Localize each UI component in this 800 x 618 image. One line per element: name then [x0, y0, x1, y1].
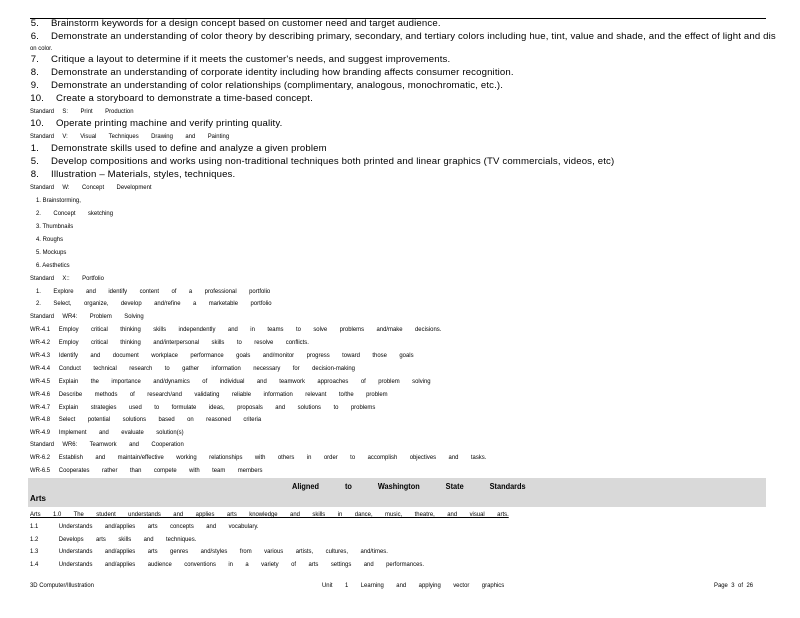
- list-item: 4. Roughs: [36, 236, 64, 243]
- list-item: 8. Demonstrate an understanding of corporate identity including how branding affects consumer recognition.: [30, 67, 514, 78]
- list-item: 10. Create a storyboard to demonstrate a time-based concept.: [30, 93, 313, 104]
- list-item: 6. Demonstrate an understanding of color theory by describing primary, secondary, and tertiary colors including hue, tint, value and shade, and the effect of light and dis: [30, 31, 776, 42]
- table-row: WR-6.2 Establish and maintain/effective working relationships with others in order to accomplish objectives and tasks.: [30, 454, 487, 461]
- list-item: 2. Select, organize, develop and/refine a marketable portfolio: [36, 300, 272, 307]
- list-item: 5. Mockups: [36, 249, 67, 256]
- footer-center: Unit 1 Learning and applying vector graphics: [322, 582, 505, 589]
- standard-heading: Standard S: Print Production: [30, 108, 134, 115]
- arts-standard-line: Arts 1.0 The student understands and applies arts knowledge and skills in dance, music, theatre, and visual arts.: [30, 511, 509, 518]
- list-item: 1. Demonstrate skills used to define and analyze a given problem: [30, 143, 327, 154]
- list-item: 5. Develop compositions and works using non-traditional techniques both printed and linear graphics (TV commercials, videos, etc): [30, 156, 615, 167]
- banner-section-label: Arts: [30, 494, 47, 503]
- standard-heading: Standard X:: Portfolio: [30, 275, 104, 282]
- table-row: WR-4.1 Employ critical thinking skills independently and in teams to solve problems and/make decisions.: [30, 326, 442, 333]
- list-item: 5. Brainstorm keywords for a design concept based on customer need and target audience.: [30, 18, 441, 29]
- footer-page-number: Page 3 of 26: [714, 582, 754, 589]
- standard-heading: Standard W: Concept Development: [30, 184, 152, 191]
- list-item: 2. Concept sketching: [36, 210, 114, 217]
- list-item-continuation: on color.: [30, 45, 53, 52]
- table-row: WR-6.5 Cooperates rather than compete with team members: [30, 467, 263, 474]
- list-item: 6. Aesthetics: [36, 262, 70, 269]
- table-row: WR-4.8 Select potential solutions based on reasoned criteria: [30, 416, 262, 423]
- list-item: 3. Thumbnails: [36, 223, 74, 230]
- table-row: WR-4.9 Implement and evaluate solution(s): [30, 429, 184, 436]
- table-row: 1.4 Understands and/applies audience conventions in a variety of arts settings and performances.: [30, 561, 425, 568]
- standard-heading: Standard V: Visual Techniques Drawing and Painting: [30, 133, 230, 140]
- table-row: WR-4.6 Describe methods of research/and validating reliable information relevant to/the problem: [30, 391, 388, 398]
- list-item: 7. Critique a layout to determine if it meets the customer's needs, and suggest improvements.: [30, 54, 451, 65]
- table-row: 1.2 Develops arts skills and techniques.: [30, 536, 197, 543]
- table-row: WR-4.2 Employ critical thinking and/interpersonal skills to resolve conflicts.: [30, 339, 309, 346]
- list-item: 1. Explore and identify content of a professional portfolio: [36, 288, 271, 295]
- table-row: WR-4.3 Identify and document workplace performance goals and/monitor progress toward those goals: [30, 352, 414, 359]
- footer-left: 3D Computer/Illustration: [30, 582, 94, 589]
- list-item: 1. Brainstorming,: [36, 197, 81, 204]
- standard-heading: Standard WR4: Problem Solving: [30, 313, 144, 320]
- table-row: 1.3 Understands and/applies arts genres and/styles from various artists, cultures, and/times.: [30, 548, 388, 555]
- list-item: 9. Demonstrate an understanding of color relationships (complimentary, analogous, monochromatic, etc.).: [30, 80, 504, 91]
- standard-heading: Standard WR6: Teamwork and Cooperation: [30, 441, 184, 448]
- table-row: WR-4.7 Explain strategies used to formulate ideas, proposals and solutions to problems: [30, 404, 376, 411]
- table-row: 1.1 Understands and/applies arts concepts and vocabulary.: [30, 523, 259, 530]
- list-item: 8. Illustration – Materials, styles, techniques.: [30, 169, 236, 180]
- alignment-banner: [28, 478, 766, 507]
- table-row: WR-4.5 Explain the importance and/dynamics of individual and teamwork approaches of problem solving: [30, 378, 431, 385]
- list-item: 10. Operate printing machine and verify printing quality.: [30, 118, 283, 129]
- banner-title: Aligned to Washington State Standards: [292, 482, 526, 491]
- table-row: WR-4.4 Conduct technical research to gather information necessary for decision-making: [30, 365, 355, 372]
